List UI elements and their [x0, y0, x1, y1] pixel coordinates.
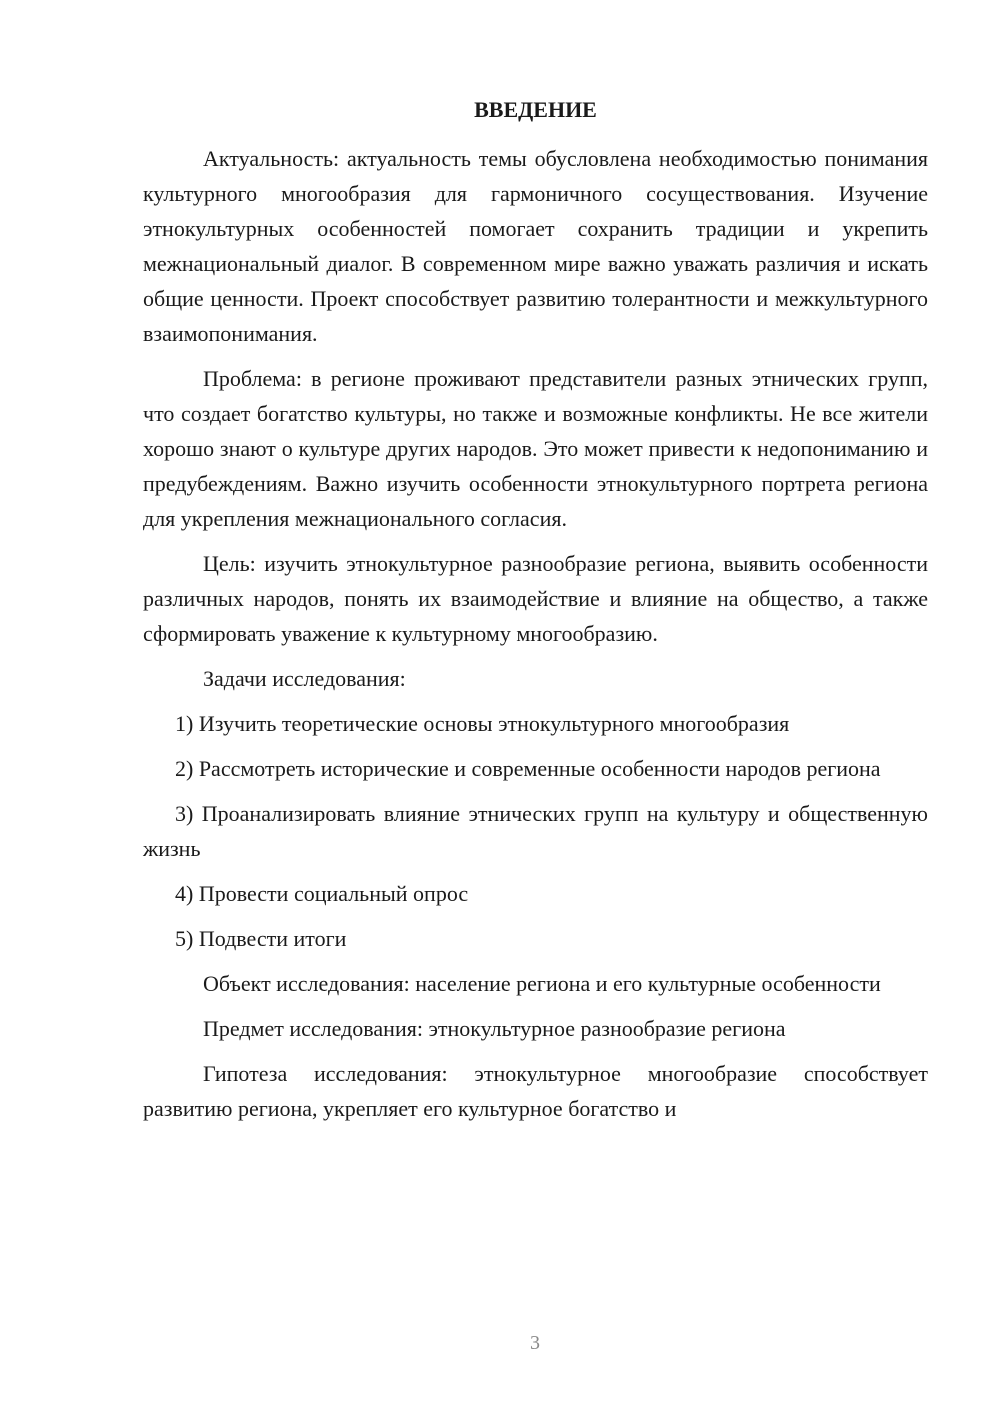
page-number: 3	[530, 1332, 540, 1354]
paragraph-goal: Цель: изучить этнокультурное разнообразие региона, выявить особенности различных народов, понять их взаимодействие и влияние на общество, а также сформировать уважение к культурному многообразию.	[143, 551, 928, 646]
tasks-heading: Задачи исследования:	[203, 666, 406, 691]
paragraph-object: Объект исследования: население региона и его культурные особенности	[203, 971, 881, 996]
task-item-5: 5) Подвести итоги	[175, 926, 347, 951]
task-item-3: 3) Проанализировать влияние этнических групп на культуру и общественную жизнь	[143, 801, 928, 861]
page-content	[143, 92, 928, 1136]
task-item-1: 1) Изучить теоретические основы этнокультурного многообразия	[175, 711, 790, 736]
task-item-2: 2) Рассмотреть исторические и современные особенности народов региона	[175, 756, 881, 781]
paragraph-problem: Проблема: в регионе проживают представители разных этнических групп, что создает богатство культуры, но также и возможные конфликты. Не все жители хорошо знают о культуре других народов. Это может привести к недопониманию и предубеждениям. Важно изучить особенности этнокультурного портрета региона для укрепления межнационального согласия.	[143, 366, 928, 531]
paragraph-hypothesis: Гипотеза исследования: этнокультурное многообразие способствует развитию региона, укрепляет его культурное богатство и	[143, 1061, 928, 1121]
paragraph-relevance: Актуальность: актуальность темы обусловлена необходимостью понимания культурного многообразия для гармоничного сосуществования. Изучение этнокультурных особенностей помогает сохранить традиции и укрепить межнациональный диалог. В современном мире важно уважать различия и искать общие ценности. Проект способствует развитию толерантности и межкультурного взаимопонимания.	[143, 146, 928, 346]
task-item-4: 4) Провести социальный опрос	[175, 881, 469, 906]
paragraph-subject: Предмет исследования: этнокультурное разнообразие региона	[203, 1016, 786, 1041]
section-title: ВВЕДЕНИЕ	[474, 97, 597, 122]
